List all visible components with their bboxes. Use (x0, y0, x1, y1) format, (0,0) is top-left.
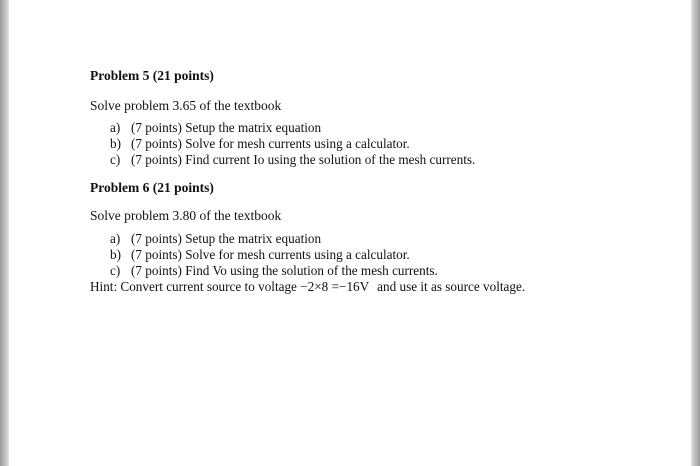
item-text: (7 points) Solve for mesh currents using a calculator. (131, 136, 410, 151)
hint-expression: −2×8 =−16V (300, 279, 370, 294)
document-page (9, 0, 691, 466)
item-text: (7 points) Find current Io using the solution of the mesh currents. (131, 152, 476, 167)
item-text: (7 points) Find Vo using the solution of the mesh currents. (131, 263, 438, 278)
problem-6-title: Problem 6 (21 points) (90, 180, 214, 195)
item-letter: c) (110, 263, 121, 278)
problem-6-item-c (110, 263, 438, 279)
item-text: (7 points) Setup the matrix equation (131, 120, 322, 135)
item-letter: a) (110, 120, 121, 135)
problem-6-item-a (110, 231, 321, 247)
item-letter: a) (110, 231, 121, 246)
problem-6-item-b (110, 247, 410, 263)
item-letter: b) (110, 136, 121, 151)
problem-6-intro: Solve problem 3.80 of the textbook (90, 208, 282, 223)
problem-5-item-a (110, 120, 321, 136)
left-border (0, 0, 9, 466)
problem-5-item-c (110, 152, 475, 168)
item-letter: c) (110, 152, 121, 167)
item-letter: b) (110, 247, 121, 262)
item-text: (7 points) Setup the matrix equation (131, 231, 322, 246)
problem-5-item-b (110, 136, 410, 152)
item-text: (7 points) Solve for mesh currents using a calculator. (131, 247, 410, 262)
problem-5-title: Problem 5 (21 points) (90, 68, 214, 83)
problem-5-intro: Solve problem 3.65 of the textbook (90, 98, 282, 113)
hint-suffix: and use it as source voltage. (377, 279, 526, 294)
hint-prefix: Hint: Convert current source to voltage (90, 279, 297, 294)
problem-6-hint (90, 279, 525, 295)
right-border (691, 0, 700, 466)
